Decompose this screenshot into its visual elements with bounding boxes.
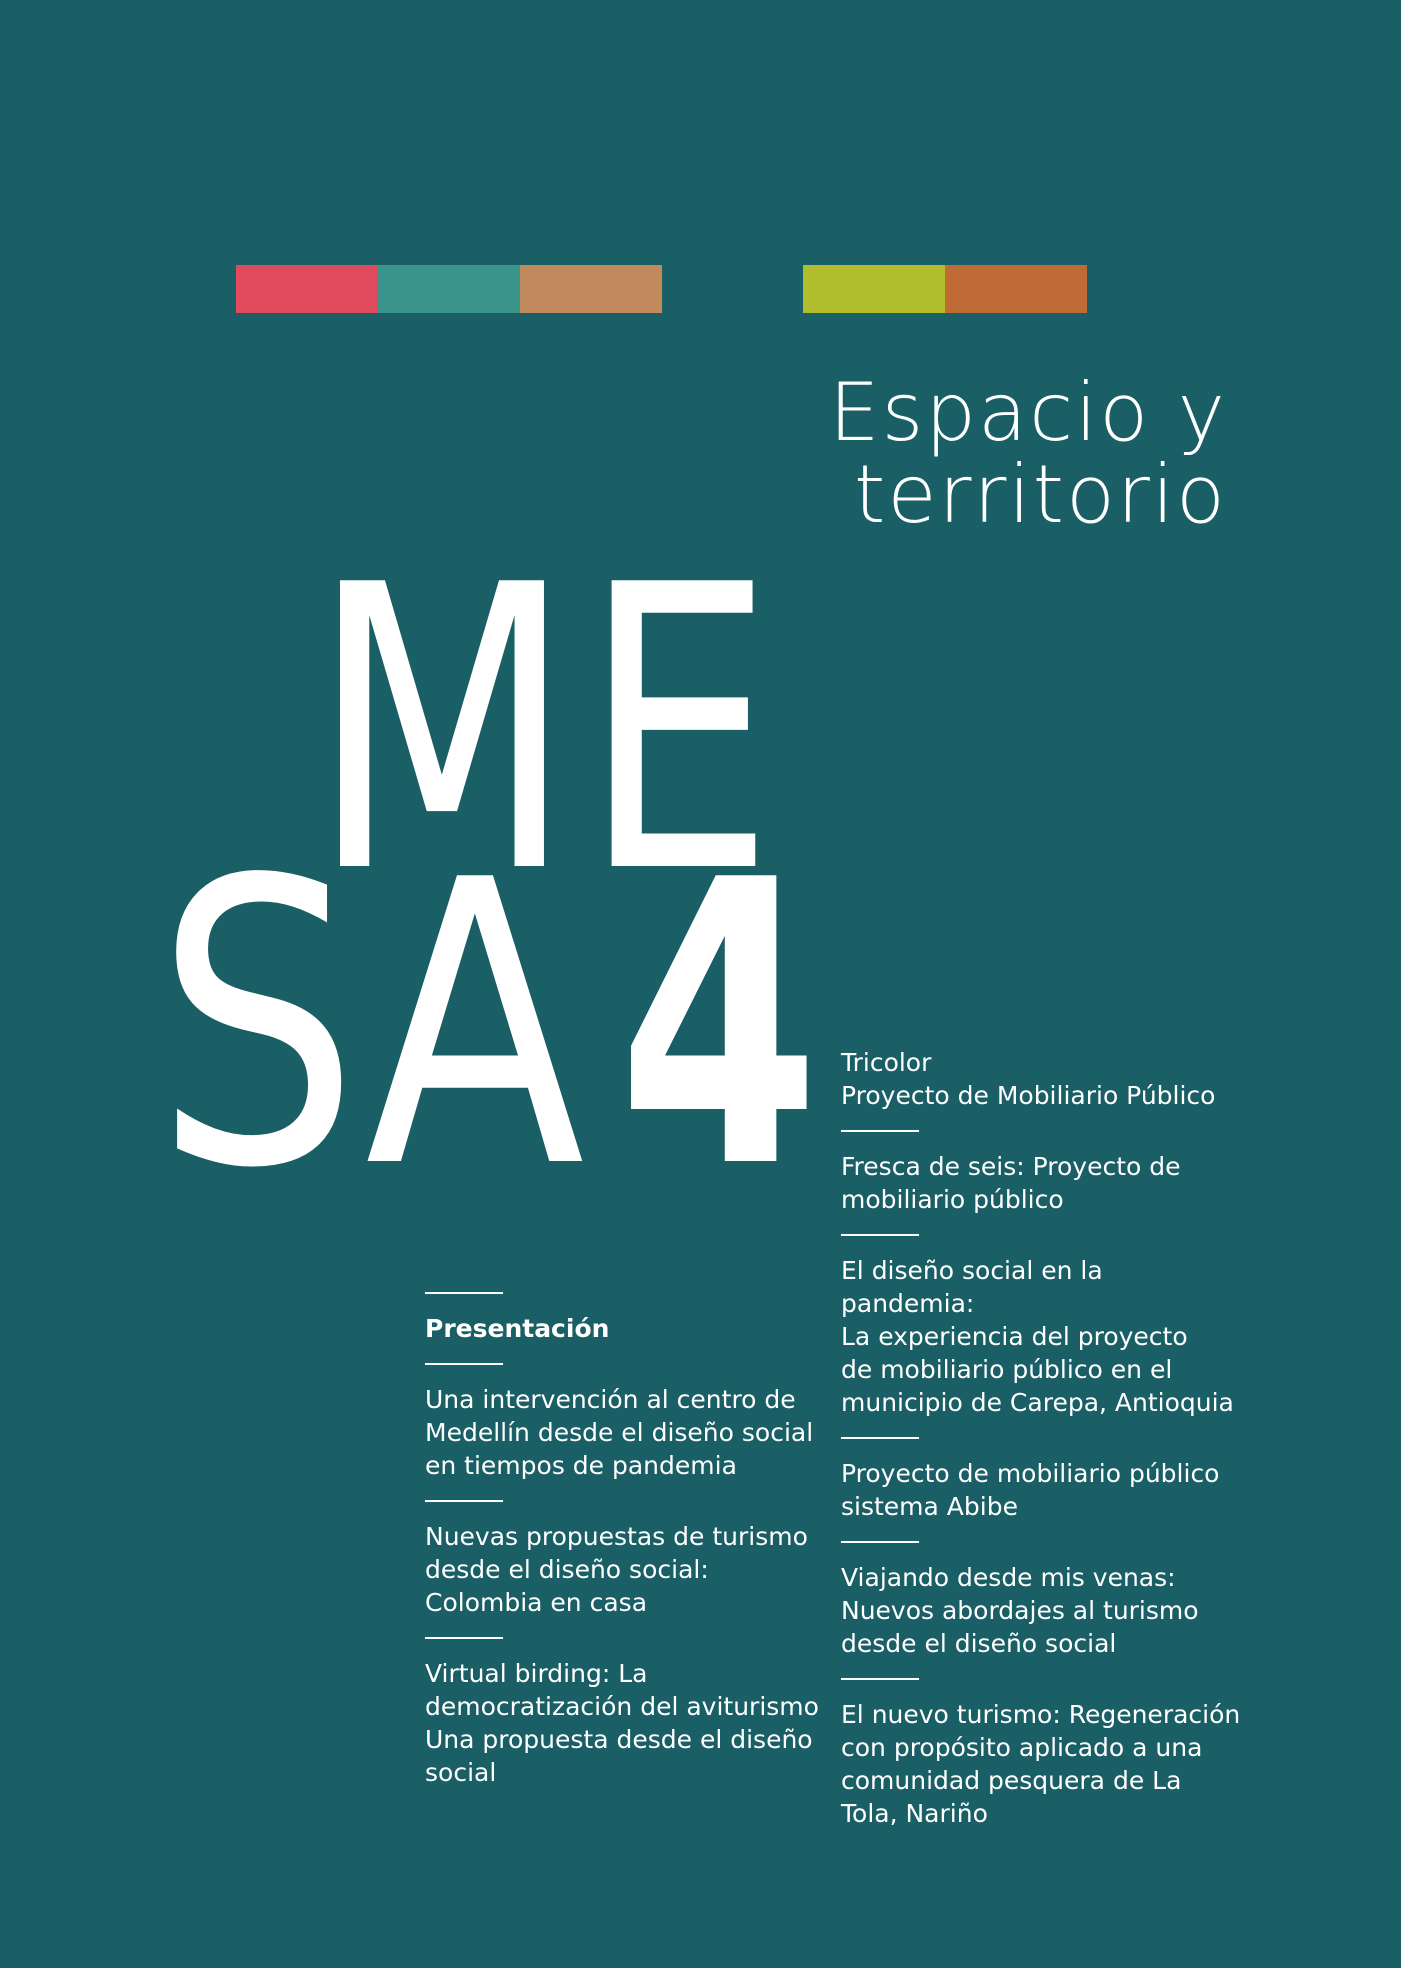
toc-divider [425,1500,503,1502]
toc-heading-presentacion[interactable]: Presentación [425,1314,610,1343]
subtitle-line-2: territorio [854,448,1227,541]
toc-item[interactable]: El diseño social en la pandemia: La experiencia del proyecto de mobiliario público en el municipio de Carepa, Antioquia [841,1256,1234,1417]
toc-item[interactable]: Viajando desde mis venas: Nuevos abordajes al turismo desde el diseño social [841,1563,1199,1658]
toc-left-column [425,1292,845,1789]
toc-divider [841,1678,919,1680]
big-title-row-2: SA [155,798,585,1254]
color-swatch-red [236,265,378,313]
color-swatch-tan [520,265,662,313]
toc-divider [841,1234,919,1236]
toc-item[interactable]: Una intervención al centro de Medellín desde el diseño social en tiempos de pandemia [425,1385,814,1480]
toc-item[interactable]: Fresca de seis: Proyecto de mobiliario público [841,1152,1181,1214]
color-swatch-lime [803,265,945,313]
big-title-row-1: ME [310,503,783,959]
toc-item[interactable]: Proyecto de mobiliario público sistema Abibe [841,1459,1220,1521]
toc-divider [841,1541,919,1543]
toc-divider [425,1637,503,1639]
subtitle-line-1: Espacio y [829,366,1227,459]
toc-divider [841,1437,919,1439]
color-swatch-teal [378,265,520,313]
toc-divider [425,1292,503,1294]
toc-item[interactable]: Virtual birding: La democratización del aviturismo Una propuesta desde el diseño social [425,1659,819,1787]
toc-divider [425,1363,503,1365]
toc-item[interactable]: Tricolor Proyecto de Mobiliario Público [841,1048,1216,1110]
toc-item[interactable]: Nuevas propuestas de turismo desde el diseño social: Colombia en casa [425,1522,808,1617]
toc-divider [841,1130,919,1132]
big-title-number: 4 [618,798,820,1254]
toc-item[interactable]: El nuevo turismo: Regeneración con propósito aplicado a una comunidad pesquera de La Tola, Nariño [841,1700,1241,1828]
toc-right-column [841,1046,1241,1830]
color-swatch-orange [945,265,1087,313]
